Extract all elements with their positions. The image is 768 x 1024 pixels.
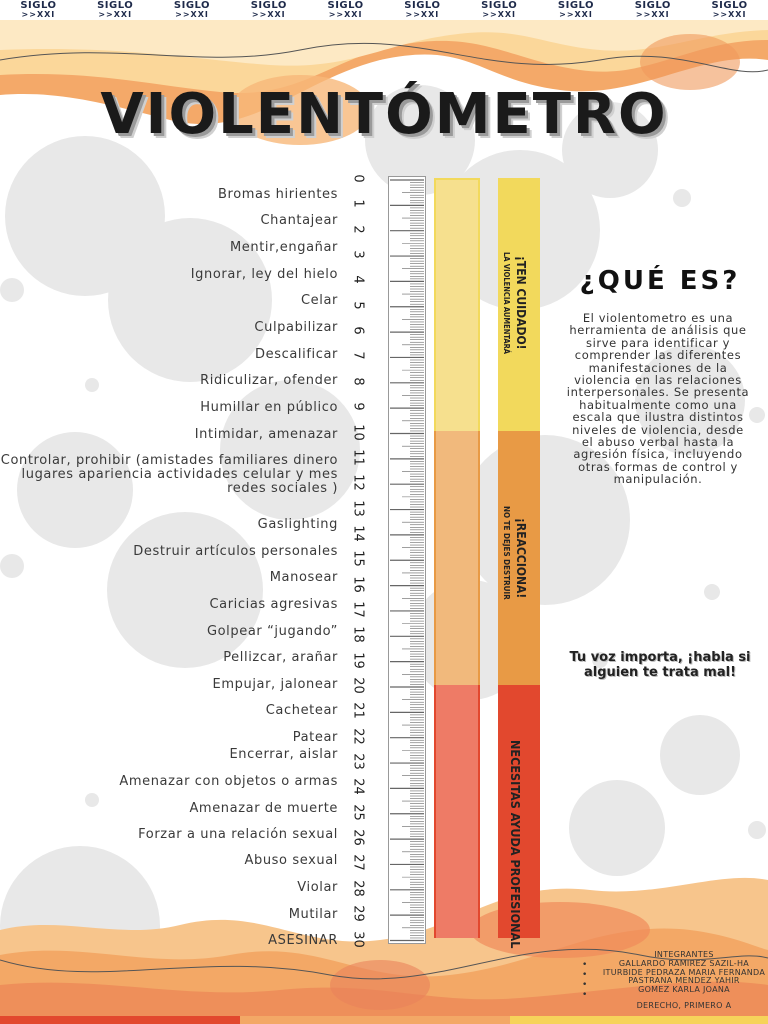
scale-number: 25 [350, 803, 366, 821]
scale-number: 5 [350, 301, 366, 310]
violence-item-label: Encerrar, aislar [229, 747, 338, 762]
scale-number: 18 [350, 626, 366, 644]
scale-number: 8 [350, 377, 366, 386]
logo-line2: >>XXI [251, 10, 286, 19]
team-credits [600, 951, 768, 1011]
violence-item-label: Celar [301, 293, 338, 308]
scale-number: 19 [350, 651, 366, 669]
scale-number: 11 [350, 449, 366, 466]
logo-line1: SIGLO [97, 0, 134, 11]
level-help-title: NECESITAS AYUDA PROFESIONAL [508, 740, 523, 949]
team-member: ITURBIDE PEDRAZA MARIA FERNANDA [602, 967, 766, 977]
scale-number: 7 [350, 351, 366, 361]
violence-item-label: Forzar a una relación sexual [138, 827, 338, 842]
siglo-xxi-logo [0, 0, 77, 20]
violence-item-label: Mutilar [288, 907, 338, 922]
siglo-xxi-logo [230, 0, 307, 20]
violence-item-label: Gaslighting [257, 517, 338, 532]
violence-item-label: Manosear [269, 570, 338, 585]
scale-number: 16 [350, 575, 366, 593]
scale-number: 3 [350, 250, 366, 259]
scale-number: 17 [350, 601, 366, 618]
siglo-xxi-logo [461, 0, 538, 20]
scale-number: 1 [350, 199, 366, 208]
logo-line2: >>XXI [482, 10, 517, 19]
scale-number: 12 [350, 474, 366, 491]
scale-number: 9 [350, 402, 366, 411]
violence-item-label: ASESINAR [268, 933, 338, 948]
grey-circles [0, 85, 766, 1006]
info-heading: ¿QUÉ ES? [579, 266, 741, 296]
scale-number: 24 [350, 778, 366, 796]
logo-line2: >>XXI [21, 10, 56, 19]
team-member: GALLARDO RAMIREZ SAZIL-HA [618, 958, 750, 968]
violence-item-label: Bromas hirientes [218, 187, 338, 202]
violence-item-label: Cachetear [265, 703, 338, 718]
scale-number: 30 [350, 930, 366, 948]
callout-text: Tu voz importa, ¡habla si alguien te trata mal! [569, 650, 751, 680]
logo-line2: >>XXI [635, 10, 670, 19]
siglo-xxi-logo [77, 0, 154, 20]
violence-item-label: Pellizcar, arañar [223, 650, 338, 665]
violence-item-label: Controlar, prohibir (amistades familiares dinero lugares apariencia actividades celular y mes redes sociales ) [0, 453, 338, 496]
violence-item-label: Violar [297, 880, 338, 895]
violence-item-label: Amenazar de muerte [189, 801, 338, 816]
info-body: El violentometro es una herramienta de análisis que sirve para identificar y comprender las diferentes manifestaciones de la violencia en las relaciones interpersonales. Se presenta habitualmente como una escala que ilustra distintos niveles de violencia, desde el abuso verbal hasta la agresión física, incluyendo otras formas de control y manipulación. [566, 311, 750, 487]
thermo-segment-mid [434, 431, 480, 685]
bullet-dot: • [582, 970, 588, 980]
scale-number: 6 [350, 326, 366, 335]
logo-line1: SIGLO [173, 0, 211, 11]
logo-line1: SIGLO [20, 0, 57, 11]
logo-line2: >>XXI [405, 10, 440, 19]
violence-item-label: Abuso sexual [244, 853, 338, 868]
team-member: GOMEZ KARLA JOANA [638, 985, 730, 995]
ruler-ticks [388, 176, 428, 944]
level-react-subtitle: NO TE DEJES DESTRUIR [502, 506, 511, 600]
level-caution-title: ¡TEN CUIDADO! [514, 256, 528, 350]
scale-number: 22 [350, 727, 366, 745]
scale-number: 21 [350, 702, 366, 720]
scale-number: 14 [350, 525, 366, 542]
logo-line2: >>XXI [175, 10, 209, 19]
team-group: DERECHO, PRIMERO A [636, 1000, 732, 1010]
violence-item-label: Patear [292, 730, 338, 745]
siglo-xxi-logo [384, 0, 461, 20]
level-caution-subtitle: LA VIOLENCIA AUMENTARÁ [502, 252, 511, 355]
violence-item-label: Culpabilizar [254, 320, 338, 335]
violence-item-label: Amenazar con objetos o armas [119, 774, 338, 789]
logo-strip [0, 0, 768, 20]
violence-item-label: Caricias agresivas [209, 597, 338, 612]
bullet-dot: • [582, 990, 588, 1000]
logo-line2: >>XXI [328, 10, 363, 19]
thermo-segment-low [434, 178, 480, 433]
logo-line1: SIGLO [404, 0, 441, 11]
logo-line2: >>XXI [712, 10, 747, 19]
bullet-dot: • [582, 980, 588, 990]
scale-number: 2 [350, 225, 366, 234]
violence-item-label: Destruir artículos personales [133, 544, 338, 559]
bullet-dot: • [582, 960, 588, 970]
siglo-xxi-logo [614, 0, 691, 20]
siglo-xxi-logo [154, 0, 231, 20]
violence-item-label: Ridiculizar, ofender [200, 373, 338, 388]
violence-item-label: Mentir,engañar [229, 240, 338, 255]
scale-number: 20 [350, 677, 366, 694]
team-heading: INTEGRANTES [654, 950, 714, 959]
violence-item-label: Empujar, jalonear [212, 677, 338, 692]
logo-line1: SIGLO [634, 0, 671, 11]
thermo-segment-high [434, 685, 480, 938]
logo-line2: >>XXI [98, 10, 133, 19]
violence-item-label: Humillar en público [200, 400, 338, 415]
level-react-title: ¡REACCIONA! [514, 518, 528, 599]
team-member: PASTRANA MENDEZ YAHIR [628, 976, 740, 986]
scale-number: 15 [350, 550, 366, 568]
violence-item-label: Chantajear [260, 213, 338, 228]
scale-number: 23 [350, 753, 366, 770]
logo-line1: SIGLO [557, 0, 595, 11]
scale-number: 27 [350, 854, 366, 872]
logo-line1: SIGLO [711, 0, 748, 11]
siglo-xxi-logo [691, 0, 768, 20]
scale-number: 26 [350, 829, 366, 846]
violence-item-label: Golpear “jugando” [206, 624, 338, 639]
violence-item-label: Ignorar, ley del hielo [190, 267, 338, 282]
siglo-xxi-logo [538, 0, 615, 20]
scale-number: 29 [350, 905, 366, 922]
logo-line2: >>XXI [559, 10, 593, 19]
page-title: VIOLENTÓMETRO [100, 82, 668, 147]
logo-line1: SIGLO [327, 0, 364, 11]
logo-line1: SIGLO [250, 0, 287, 11]
violence-item-label: Descalificar [255, 347, 338, 362]
violence-item-label: Intimidar, amenazar [194, 427, 338, 442]
scale-number: 0 [350, 174, 366, 183]
scale-number: 28 [350, 880, 366, 897]
logo-line1: SIGLO [481, 0, 518, 11]
scale-number: 4 [350, 275, 366, 285]
scale-number: 10 [350, 423, 366, 441]
scale-number: 13 [350, 499, 366, 517]
siglo-xxi-logo [307, 0, 384, 20]
